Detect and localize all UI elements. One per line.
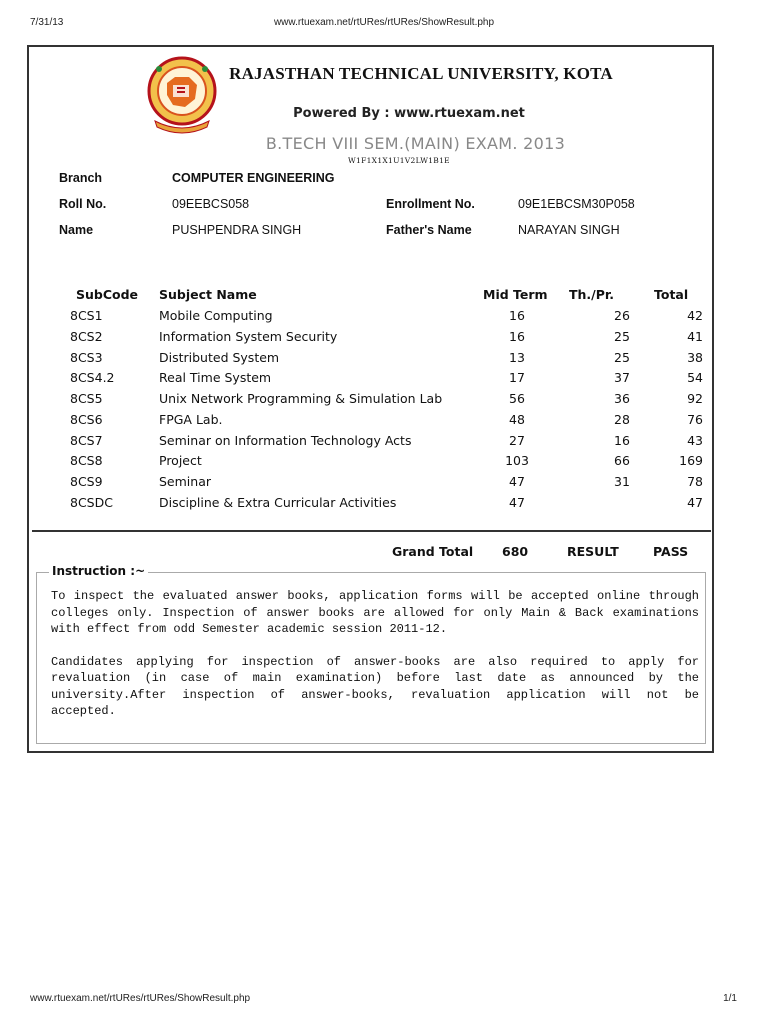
row-total: 47 bbox=[687, 495, 703, 510]
page-number: 1/1 bbox=[723, 993, 737, 1004]
print-url: www.rtuexam.net/rtURes/rtURes/ShowResult.php bbox=[273, 17, 495, 28]
row-subcode: 8CS7 bbox=[70, 433, 103, 448]
row-total: 76 bbox=[687, 412, 703, 427]
enrollment-value: 09E1EBCSM30P058 bbox=[518, 197, 635, 211]
row-subcode: 8CSDC bbox=[70, 495, 113, 510]
row-subject: Project bbox=[159, 453, 202, 468]
row-total: 43 bbox=[687, 433, 703, 448]
col-total: Total bbox=[654, 287, 689, 302]
father-label: Father's Name bbox=[386, 223, 472, 237]
row-midterm: 16 bbox=[509, 308, 525, 323]
row-subcode: 8CS4.2 bbox=[70, 370, 115, 385]
row-midterm: 17 bbox=[509, 370, 525, 385]
result-code: W1F1X1X1U1V2LW1B1E bbox=[348, 156, 450, 165]
row-subject: Mobile Computing bbox=[159, 308, 273, 323]
row-total: 78 bbox=[687, 474, 703, 489]
row-midterm: 47 bbox=[509, 474, 525, 489]
row-subject: Real Time System bbox=[159, 370, 272, 385]
row-thpr: 16 bbox=[614, 433, 630, 448]
university-seal-logo bbox=[145, 55, 219, 135]
name-value: PUSHPENDRA SINGH bbox=[172, 223, 302, 237]
grand-total-value: 680 bbox=[502, 544, 529, 559]
table-row bbox=[29, 453, 716, 473]
instruction-paragraph-2: Candidates applying for inspection of answer-books are also required to apply for revaluation (in case of main examination) before last date as announced by the university.After inspection of answer-books, revaluation application will not be accepted. bbox=[51, 654, 699, 718]
col-subcode: SubCode bbox=[76, 287, 139, 302]
table-row bbox=[29, 433, 716, 453]
col-thpr: Th./Pr. bbox=[569, 287, 615, 302]
row-subcode: 8CS6 bbox=[70, 412, 103, 427]
result-label: RESULT bbox=[567, 544, 619, 559]
row-midterm: 56 bbox=[509, 391, 525, 406]
row-midterm: 27 bbox=[509, 433, 525, 448]
row-subject: Unix Network Programming & Simulation Lab bbox=[159, 391, 443, 406]
footer-url: www.rtuexam.net/rtURes/rtURes/ShowResult.php bbox=[30, 993, 251, 1004]
table-row bbox=[29, 329, 716, 349]
row-thpr: 26 bbox=[614, 308, 630, 323]
row-subcode: 8CS5 bbox=[70, 391, 103, 406]
result-card bbox=[27, 45, 714, 753]
row-total: 54 bbox=[687, 370, 703, 385]
table-row bbox=[29, 350, 716, 370]
instruction-text bbox=[51, 588, 699, 736]
university-title: RAJASTHAN TECHNICAL UNIVERSITY, KOTA bbox=[229, 64, 613, 83]
row-total: 92 bbox=[687, 391, 703, 406]
exam-title: B.TECH VIII SEM.(MAIN) EXAM. 2013 bbox=[265, 134, 566, 153]
table-row bbox=[29, 474, 716, 494]
name-label: Name bbox=[59, 223, 94, 237]
row-midterm: 103 bbox=[505, 453, 529, 468]
table-row bbox=[29, 412, 716, 432]
row-thpr: 28 bbox=[614, 412, 630, 427]
col-subject: Subject Name bbox=[159, 287, 257, 302]
row-subcode: 8CS2 bbox=[70, 329, 103, 344]
row-thpr: 25 bbox=[614, 329, 630, 344]
row-subcode: 8CS9 bbox=[70, 474, 103, 489]
roll-value: 09EEBCS058 bbox=[172, 197, 250, 211]
col-midterm: Mid Term bbox=[483, 287, 548, 302]
father-value: NARAYAN SINGH bbox=[518, 223, 620, 237]
table-row bbox=[29, 308, 716, 328]
instruction-legend: Instruction :~ bbox=[49, 564, 148, 578]
row-subject: Distributed System bbox=[159, 350, 280, 365]
row-thpr: 25 bbox=[614, 350, 630, 365]
result-value: PASS bbox=[653, 544, 689, 559]
row-total: 38 bbox=[687, 350, 703, 365]
print-date: 7/31/13 bbox=[30, 17, 64, 28]
row-midterm: 48 bbox=[509, 412, 525, 427]
row-midterm: 16 bbox=[509, 329, 525, 344]
row-subcode: 8CS8 bbox=[70, 453, 103, 468]
table-row bbox=[29, 370, 716, 390]
branch-value: COMPUTER ENGINEERING bbox=[172, 171, 335, 185]
powered-by: Powered By : www.rtuexam.net bbox=[293, 106, 525, 121]
row-thpr: 66 bbox=[614, 453, 630, 468]
row-subject: Seminar bbox=[159, 474, 211, 489]
row-midterm: 13 bbox=[509, 350, 525, 365]
table-row bbox=[29, 495, 716, 515]
row-subject: Information System Security bbox=[159, 329, 338, 344]
row-subject: FPGA Lab. bbox=[159, 412, 223, 427]
row-thpr: 37 bbox=[614, 370, 630, 385]
branch-label: Branch bbox=[59, 171, 103, 185]
table-row bbox=[29, 391, 716, 411]
row-subject: Seminar on Information Technology Acts bbox=[159, 433, 412, 448]
row-total: 169 bbox=[679, 453, 703, 468]
row-total: 41 bbox=[687, 329, 703, 344]
row-total: 42 bbox=[687, 308, 703, 323]
row-subcode: 8CS1 bbox=[70, 308, 103, 323]
instruction-box bbox=[36, 564, 706, 744]
table-divider bbox=[32, 530, 711, 532]
row-subcode: 8CS3 bbox=[70, 350, 103, 365]
row-midterm: 47 bbox=[509, 495, 525, 510]
row-subject: Discipline & Extra Curricular Activities bbox=[159, 495, 397, 510]
roll-label: Roll No. bbox=[59, 197, 107, 211]
instruction-paragraph-1: To inspect the evaluated answer books, application forms will be accepted online through colleges only. Inspection of answer books are allowed for only Main & Back examinations with effect from odd Semester academic session 2011-12. bbox=[51, 589, 699, 636]
row-thpr: 36 bbox=[614, 391, 630, 406]
grand-total-label: Grand Total bbox=[392, 544, 474, 559]
row-thpr: 31 bbox=[614, 474, 630, 489]
enrollment-label: Enrollment No. bbox=[386, 197, 475, 211]
